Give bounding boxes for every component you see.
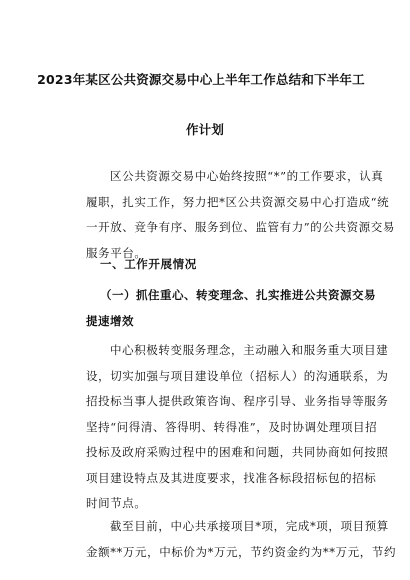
paragraph-line: 时间节点。 bbox=[86, 496, 147, 510]
intro-paragraph bbox=[86, 164, 395, 266]
subsection-heading bbox=[86, 282, 376, 334]
paragraph-line: 坚持“问得清、答得明、转得准”，及时协调处理项目招 bbox=[86, 419, 378, 434]
body-paragraph bbox=[86, 514, 397, 565]
body-paragraph bbox=[86, 338, 389, 517]
document-title-line-2: 作计划 bbox=[185, 122, 225, 137]
paragraph-line: 中心积极转变服务理念，主动融入和服务重大项目建 bbox=[110, 343, 389, 357]
paragraph-line: 设，切实加强与项目建设单位（招标人）的沟通联系，为 bbox=[86, 368, 389, 383]
subsection-heading-line: （一）抓住重心、转变理念、扎实推进公共资源交易 bbox=[100, 288, 376, 302]
paragraph-line: 招投标当事人提供政策咨询、程序引导、业务指导等服务 bbox=[86, 394, 389, 408]
paragraph-line: 履职，扎实工作，努力把*区公共资源交易中心打造成“统 bbox=[86, 194, 390, 209]
paragraph-line: 金额**万元，中标价为*万元，节约资金约为**万元，节约 bbox=[86, 544, 397, 559]
document-title-line-1: 2023年某区公共资源交易中心上半年工作总结和下半年工 bbox=[37, 72, 365, 87]
paragraph-line: 区公共资源交易中心始终按照“*”的工作要求，认真 bbox=[110, 169, 384, 183]
paragraph-line: 一开放、竞争有序、服务到位、监管有力”的公共资源交易 bbox=[86, 220, 395, 234]
paragraph-line: 截至目前，中心共承接项目*项，完成*项，项目预算 bbox=[110, 519, 389, 533]
paragraph-line: 投标及政府采购过程中的困难和问题，共同协商如何按照 bbox=[86, 445, 389, 459]
subsection-heading-line: 提速增效 bbox=[86, 314, 134, 328]
paragraph-line: 服务平台。 bbox=[86, 245, 147, 260]
paragraph-line: 项目建设特点及其进度要求，找准各标段招标包的招标 bbox=[86, 470, 377, 485]
section-heading: 一、工作开展情况 bbox=[100, 257, 197, 271]
